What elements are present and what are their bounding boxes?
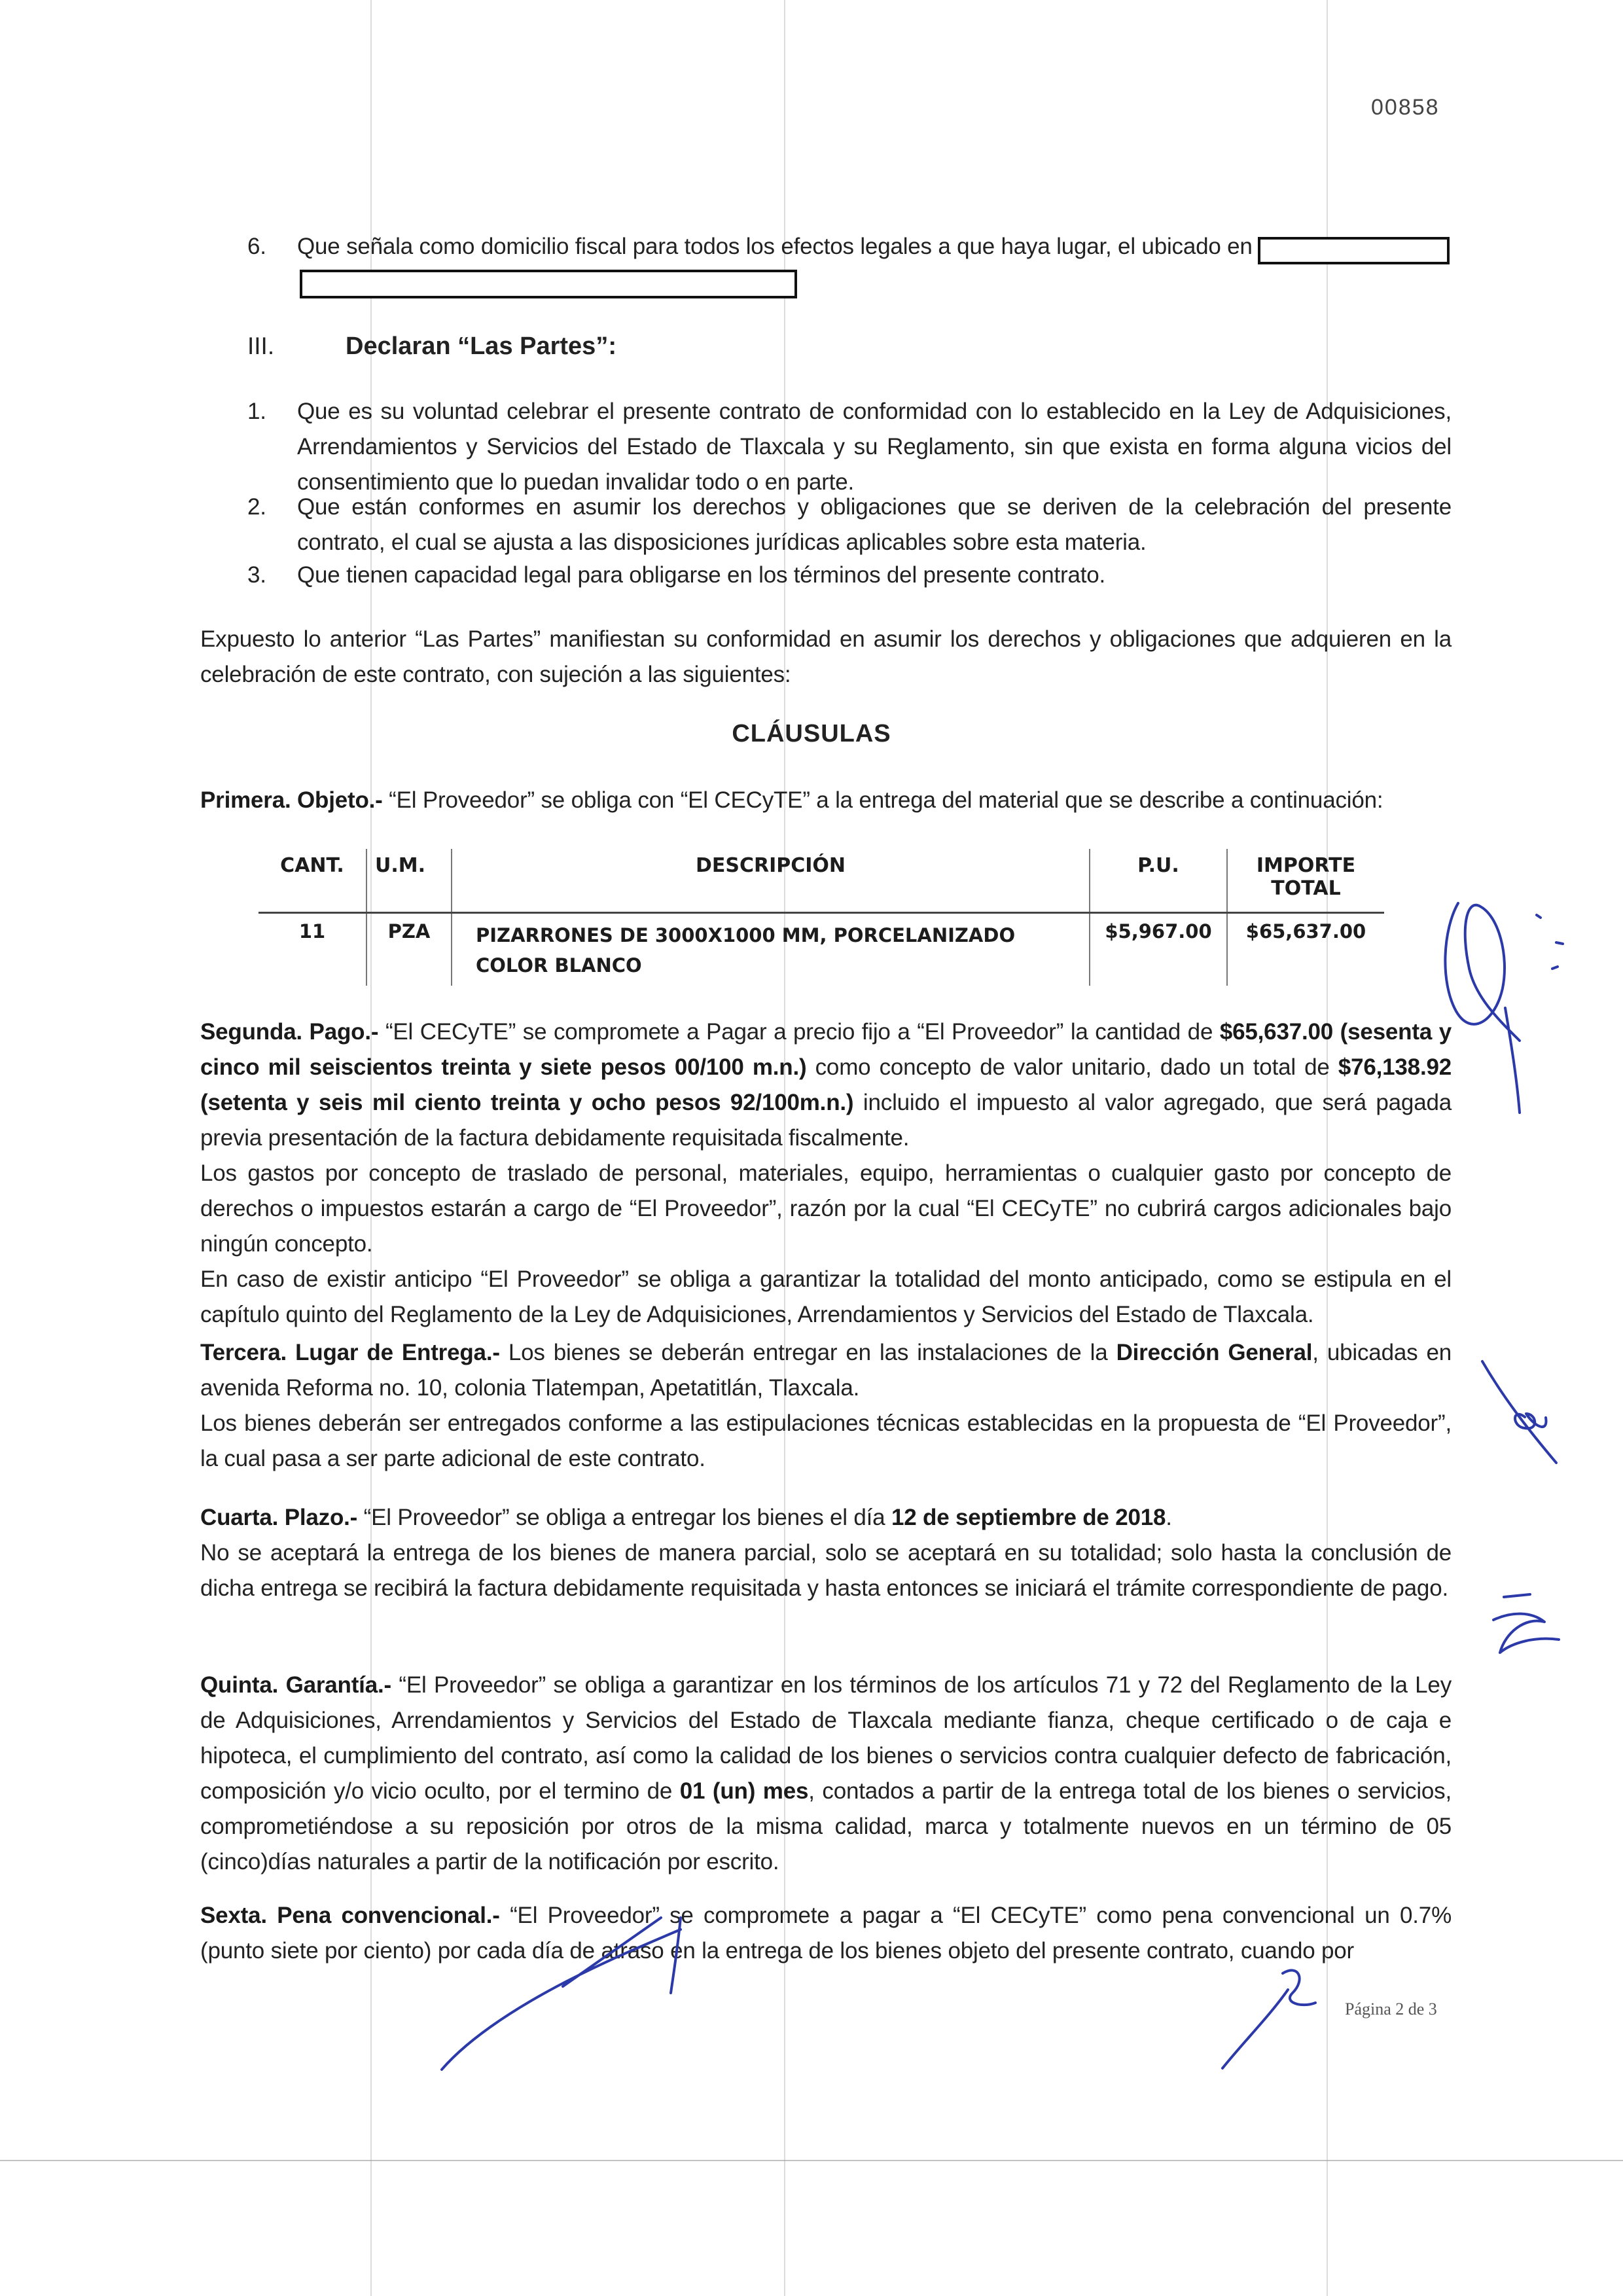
- expuesto-paragraph: Expuesto lo anterior “Las Partes” manifiestan su conformidad en asumir los derechos y obligaciones que adquieren en la celebración de este contrato, con sujeción a las siguientes:: [200, 626, 1452, 687]
- item-number: 3.: [247, 562, 266, 588]
- clausula-segunda: [200, 1014, 1452, 1333]
- tercera-paragraph-1: [200, 1335, 1452, 1406]
- clausula-text-1: “El Proveedor” se compromete a pagar a “El CECyTE” como pena convencional un 0.7% (punto siete por ciento) por cada día de atraso en la entrega de los bienes objeto del presente contrato, cuando por: [200, 1903, 1452, 1964]
- cuarta-paragraph-2: No se aceptará la entrega de los bienes de manera parcial, solo se aceptará en su totalidad; solo hasta la conclusión de dicha entrega se recibirá la factura debidamente requisitada y hasta entonces se iniciará el trámite correspondiente de pago.: [200, 1540, 1452, 1601]
- clausula-text: “El Proveedor” se obliga con “El CECyTE” a la entrega del material que se describe a continuación:: [382, 787, 1383, 813]
- cell-pu: $5,967.00: [1090, 913, 1227, 986]
- tercera-paragraph-2: Los bienes deberán ser entregados conforme a las estipulaciones técnicas establecidas en la propuesta de “El Proveedor”, la cual pasa a ser parte adicional de este contrato.: [200, 1410, 1452, 1471]
- table-header-row: [259, 849, 1384, 913]
- initials-signature-top-right: [1445, 903, 1520, 1113]
- location-name: Dirección General: [1116, 1340, 1313, 1365]
- segunda-paragraph-3: En caso de existir anticipo “El Proveedor” se obliga a garantizar la totalidad del monto anticipado, como se estipula en el capítulo quinto del Reglamento de la Ley de Adquisiciones, Arrendamientos y Servicios del Estado de Tlaxcala.: [200, 1266, 1452, 1327]
- item-text: Que están conformes en asumir los derechos y obligaciones que se deriven de la celebración del presente contrato, el cual se ajusta a las disposiciones jurídicas aplicables sobre esta materia.: [297, 494, 1452, 555]
- signature-bottom-right: [1222, 1970, 1315, 2068]
- clausula-text-2: como concepto de valor unitario, dado un total de: [806, 1054, 1338, 1080]
- section-roman-numeral: III.: [247, 332, 275, 359]
- clausula-text-1: “El CECyTE” se compromete a Pagar a precio fijo a “El Proveedor” la cantidad de: [378, 1019, 1220, 1045]
- clausula-title: Quinta. Garantía.-: [200, 1672, 391, 1698]
- page-footer: Página 2 de 3: [1345, 2000, 1437, 2018]
- item-number: 6.: [247, 234, 266, 259]
- header-um: U.M.: [366, 849, 452, 913]
- item-number: 2.: [247, 494, 266, 520]
- cell-importe: $65,637.00: [1227, 913, 1384, 986]
- header-pu: P.U.: [1090, 849, 1227, 913]
- item-text: Que señala como domicilio fiscal para todos los efectos legales a que haya lugar, el ubicado en: [297, 234, 1253, 259]
- cuarta-paragraph-1: [200, 1500, 1452, 1535]
- item-text: Que tienen capacidad legal para obligarse en los términos del presente contrato.: [297, 562, 1106, 588]
- clausula-title: Cuarta. Plazo.-: [200, 1505, 358, 1530]
- clausula-tercera: [200, 1335, 1452, 1477]
- amount-unit-value: $65,637.00 (sesenta y cinco mil seiscientos treinta y siete pesos 00/100 m.n.): [200, 1019, 1452, 1080]
- clausula-title: Tercera. Lugar de Entrega.-: [200, 1340, 500, 1365]
- item-text: Que es su voluntad celebrar el presente contrato de conformidad con lo establecido en la Ley de Adquisiciones, Arrendamientos y Servicios del Estado de Tlaxcala y su Reglamento, sin que exista en forma alguna vicios del consentimiento que lo puedan invalidar todo o en parte.: [297, 399, 1452, 495]
- clausulas-heading: CLÁUSULAS: [732, 720, 891, 747]
- clausula-text-1: Los bienes se deberán entregar en las instalaciones de la: [499, 1340, 1116, 1365]
- cell-descripcion: PIZARRONES DE 3000X1000 MM, PORCELANIZADO COLOR BLANCO: [452, 913, 1090, 986]
- table-row: [259, 913, 1384, 986]
- clausula-title: Primera. Objeto.-: [200, 787, 383, 813]
- scan-line-horizontal-bottom: [0, 2160, 1623, 2161]
- item-number: 1.: [247, 399, 266, 424]
- clausula-cuarta: [200, 1500, 1452, 1606]
- clausula-text-1: “El Proveedor” se obliga a garantizar en los términos de los artículos 71 y 72 del Reglamento de la Ley de Adquisiciones, Arrendamientos y Servicios del Estado de Tlaxcala mediante fianza, cheque certificado o de caja e hipoteca, el cumplimiento del contrato, así como la calidad de los bienes o servicios contra cualquier defecto de fabricación, composición y/o vicio oculto, por el termino de: [200, 1672, 1452, 1804]
- clausula-text-2: , ubicadas en avenida Reforma no. 10, colonia Tlatempan, Apetatitlán, Tlaxcala.: [200, 1340, 1452, 1401]
- initials-signature-lower-right: [1493, 1594, 1559, 1653]
- header-importe-total: IMPORTE TOTAL: [1227, 849, 1384, 913]
- initials-mark-top-right: [1537, 915, 1563, 969]
- segunda-paragraph-1: [200, 1014, 1452, 1156]
- clausula-text-2: , contados a partir de la entrega total de los bienes o servicios, comprometiéndose a su reposición por otros de la misma calidad, marca y totalmente nuevos en un término de 05 (cinco)días naturales a partir de la notificación por escrito.: [200, 1778, 1452, 1874]
- items-table: [259, 849, 1384, 986]
- amount-total-value: $76,138.92 (setenta y seis mil ciento treinta y ocho pesos 92/100m.n.): [200, 1054, 1452, 1115]
- clausula-sexta: [200, 1898, 1452, 1969]
- clausula-title: Segunda. Pago.-: [200, 1019, 379, 1045]
- delivery-date: 12 de septiembre de 2018: [891, 1505, 1166, 1530]
- clausula-title: Sexta. Pena convencional.-: [200, 1903, 500, 1928]
- redacted-address-box-1: [1258, 237, 1450, 264]
- cell-cant: 11: [259, 913, 366, 986]
- cell-um: PZA: [366, 913, 452, 986]
- clausula-text-2: .: [1166, 1505, 1172, 1530]
- document-number: 00858: [1371, 95, 1440, 120]
- clausula-text-1: “El Proveedor” se obliga a entregar los bienes el día: [357, 1505, 891, 1530]
- clausula-quinta: [200, 1668, 1452, 1880]
- segunda-paragraph-2: Los gastos por concepto de traslado de personal, materiales, equipo, herramientas o cualquier gasto por concepto de derechos o impuestos estarán a cargo de “El Proveedor”, razón por la cual “El CECyTE” no cubrirá cargos adicionales bajo ningún concepto.: [200, 1160, 1452, 1257]
- initials-signature-middle-right: [1482, 1361, 1556, 1463]
- clausula-primera: [200, 783, 1452, 818]
- clausula-text-3: incluido el impuesto al valor agregado, que será pagada previa presentación de la factura debidamente requisitada fiscalmente.: [200, 1090, 1452, 1151]
- section-title: Declaran “Las Partes”:: [346, 332, 616, 360]
- redacted-address-box-2: [300, 270, 797, 298]
- header-cant: CANT.: [280, 854, 344, 877]
- guarantee-period: 01 (un) mes: [679, 1778, 809, 1804]
- header-descripcion: DESCRIPCIÓN: [452, 849, 1090, 913]
